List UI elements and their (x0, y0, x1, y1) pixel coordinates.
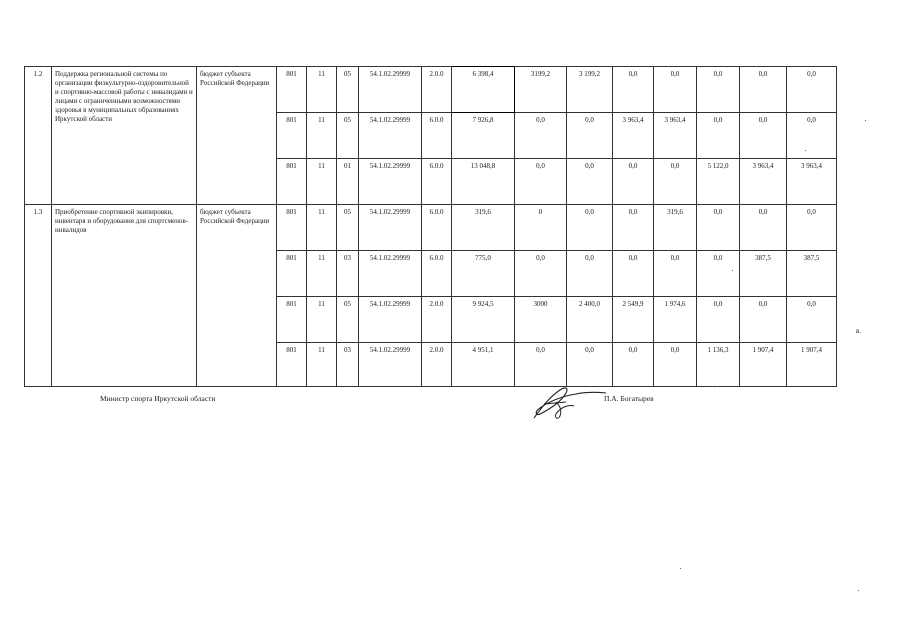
cell: 54.1.02.29999 (359, 159, 422, 205)
cell: 801 (277, 205, 307, 251)
cell: 0,0 (697, 113, 740, 159)
cell: 1 974,6 (654, 297, 697, 343)
signatory-title: Министр спорта Иркутской области (100, 394, 216, 403)
cell: 2 549,9 (613, 297, 654, 343)
cell: 801 (277, 159, 307, 205)
cell: 0,0 (787, 297, 837, 343)
cell: 0,0 (697, 297, 740, 343)
signatory-name: П.А. Богатырев (604, 394, 654, 403)
cell: 0,0 (567, 205, 613, 251)
cell: 0,0 (654, 251, 697, 297)
cell: 05 (337, 67, 359, 113)
cell: 0,0 (740, 297, 787, 343)
cell: 4 951,1 (452, 343, 515, 387)
row-source: бюджет субъекта Российской Федерации (197, 205, 277, 387)
cell: 54.1.02.29999 (359, 205, 422, 251)
cell: 3 199,2 (567, 67, 613, 113)
cell: 3 963,4 (613, 113, 654, 159)
cell: 6.0.0 (422, 205, 452, 251)
cell: 6.0.0 (422, 251, 452, 297)
cell: 0,0 (787, 67, 837, 113)
cell: 0,0 (697, 205, 740, 251)
cell: 11 (307, 297, 337, 343)
cell: 0,0 (613, 251, 654, 297)
cell: 0,0 (697, 67, 740, 113)
scan-speck (680, 568, 681, 569)
cell: 801 (277, 343, 307, 387)
row-number: 1.2 (25, 67, 52, 205)
cell: 54.1.02.29999 (359, 67, 422, 113)
cell: 3000 (515, 297, 567, 343)
cell: 0 (515, 205, 567, 251)
cell: 1 136,3 (697, 343, 740, 387)
cell: 801 (277, 251, 307, 297)
cell: 387,5 (740, 251, 787, 297)
cell: 0,0 (740, 113, 787, 159)
cell: 0,0 (567, 159, 613, 205)
cell: 1 907,4 (740, 343, 787, 387)
cell: 0,0 (515, 343, 567, 387)
cell: 54.1.02.29999 (359, 297, 422, 343)
cell: 11 (307, 343, 337, 387)
cell: 801 (277, 113, 307, 159)
cell: 0,0 (654, 67, 697, 113)
cell: 0,0 (654, 343, 697, 387)
cell: 387,5 (787, 251, 837, 297)
cell: 319,6 (654, 205, 697, 251)
cell: 0,0 (654, 159, 697, 205)
cell: 3 963,4 (740, 159, 787, 205)
cell: 0,0 (613, 205, 654, 251)
cell: 54.1.02.29999 (359, 251, 422, 297)
row-name: Поддержка региональной системы по организации физкультурно-оздоровительной и спортивно-массовой работы с инвалидами и лицами с ограниченными возможностями здоровья в муниципальных образованиях Иркутской области (52, 67, 197, 205)
cell: 801 (277, 67, 307, 113)
cell: 03 (337, 343, 359, 387)
cell: 0,0 (567, 343, 613, 387)
cell: 775,0 (452, 251, 515, 297)
cell: 54.1.02.29999 (359, 343, 422, 387)
cell: 11 (307, 159, 337, 205)
cell: 0,0 (515, 159, 567, 205)
cell: 11 (307, 251, 337, 297)
cell: 0,0 (613, 343, 654, 387)
cell: 3 963,4 (787, 159, 837, 205)
cell: 2.0.0 (422, 67, 452, 113)
cell: 3 963,4 (654, 113, 697, 159)
cell: 0,0 (787, 113, 837, 159)
scan-speck (805, 150, 806, 151)
cell: 13 048,8 (452, 159, 515, 205)
budget-table (24, 66, 837, 387)
scan-speck (732, 270, 733, 271)
stray-mark: в. (856, 327, 862, 335)
cell: 0,0 (515, 113, 567, 159)
cell: 801 (277, 297, 307, 343)
cell: 0,0 (697, 251, 740, 297)
cell: 05 (337, 297, 359, 343)
cell: 0,0 (567, 113, 613, 159)
cell: 11 (307, 67, 337, 113)
cell: 0,0 (787, 205, 837, 251)
cell: 6.0.0 (422, 159, 452, 205)
cell: 05 (337, 205, 359, 251)
scan-speck (858, 590, 859, 591)
cell: 11 (307, 113, 337, 159)
row-number: 1.3 (25, 205, 52, 387)
cell: 7 926,8 (452, 113, 515, 159)
cell: 3199,2 (515, 67, 567, 113)
cell: 6.0.0 (422, 113, 452, 159)
scan-speck (865, 120, 866, 121)
cell: 05 (337, 113, 359, 159)
cell: 01 (337, 159, 359, 205)
row-source: бюджет субъекта Российской Федерации (197, 67, 277, 205)
cell: 2 400,0 (567, 297, 613, 343)
cell: 0,0 (613, 159, 654, 205)
cell: 11 (307, 205, 337, 251)
cell: 0,0 (740, 205, 787, 251)
cell: 1 907,4 (787, 343, 837, 387)
cell: 0,0 (567, 251, 613, 297)
cell: 9 924,5 (452, 297, 515, 343)
cell: 54.1.02.29999 (359, 113, 422, 159)
cell: 0,0 (515, 251, 567, 297)
cell: 319,6 (452, 205, 515, 251)
cell: 6 398,4 (452, 67, 515, 113)
cell: 2.0.0 (422, 343, 452, 387)
cell: 5 122,0 (697, 159, 740, 205)
cell: 0,0 (613, 67, 654, 113)
table-row (25, 205, 837, 251)
cell: 2.0.0 (422, 297, 452, 343)
scan-speck (717, 386, 718, 387)
cell: 0,0 (740, 67, 787, 113)
table-row (25, 67, 837, 113)
cell: 03 (337, 251, 359, 297)
signature-mark (526, 380, 608, 422)
row-name: Приобретение спортивной экипировки, инвентаря и оборудования для спортсменов-инвалидов (52, 205, 197, 387)
